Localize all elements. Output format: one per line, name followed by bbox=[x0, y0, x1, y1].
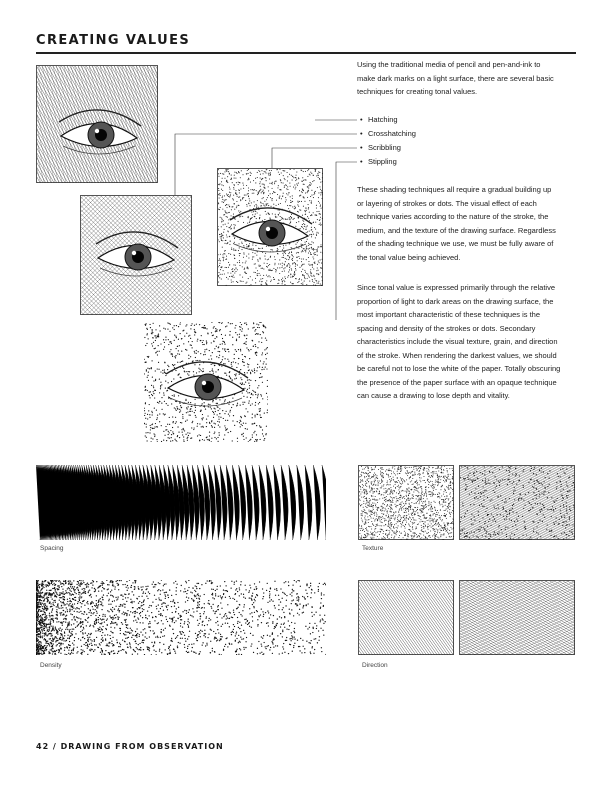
technique-crosshatching: • Crosshatching bbox=[360, 129, 416, 138]
direction-swatch-crossed bbox=[459, 580, 575, 655]
eye-scribbling-illustration bbox=[217, 168, 323, 286]
eye-hatching-illustration bbox=[36, 65, 158, 183]
texture-swatch-grain bbox=[459, 465, 575, 540]
intro-paragraph: Using the traditional media of pencil and pen-and-ink to make dark marks on a light surface, there are several basic techniques for creating tonal values. bbox=[357, 60, 554, 96]
texture-label: Texture bbox=[362, 545, 384, 552]
spacing-label: Spacing bbox=[40, 545, 64, 552]
direction-label: Direction bbox=[362, 662, 388, 669]
shading-paragraph: These shading techniques all require a gradual building up or layering of strokes or dots. The visual effect of each technique varies according to the nature of the stroke, the medium, and the texture of the drawing surface. Regardless of the shading technique we use, we must be fully aware of the tonal value being achieved. bbox=[357, 185, 556, 262]
spacing-swatch bbox=[36, 465, 326, 540]
technique-hatching: • Hatching bbox=[360, 115, 398, 124]
texture-swatch-fine bbox=[358, 465, 454, 540]
page-footer: 42 / DRAWING FROM OBSERVATION bbox=[36, 742, 224, 751]
technique-stippling: • Stippling bbox=[360, 157, 397, 166]
density-swatch bbox=[36, 580, 326, 655]
eye-stippling-illustration bbox=[144, 322, 268, 442]
technique-scribbling: • Scribbling bbox=[360, 143, 401, 152]
tonal-value-paragraph: Since tonal value is expressed primarily through the relative proportion of light to dark areas on the drawing surface, the most important characteristic of these techniques is the spacing and density of the strokes or dots. Secondary characteristics include the visual texture, grain, and direction of the stroke. When rendering the darkest values, we should be careful not to lose the white of the paper. Totally obscuring the presence of the paper surface with an opaque technique can cause a drawing to lose depth and vitality. bbox=[357, 283, 561, 400]
eye-crosshatching-illustration bbox=[80, 195, 192, 315]
density-label: Density bbox=[40, 662, 62, 669]
direction-swatch-diagonal bbox=[358, 580, 454, 655]
page-heading: CREATING VALUES bbox=[36, 33, 191, 48]
